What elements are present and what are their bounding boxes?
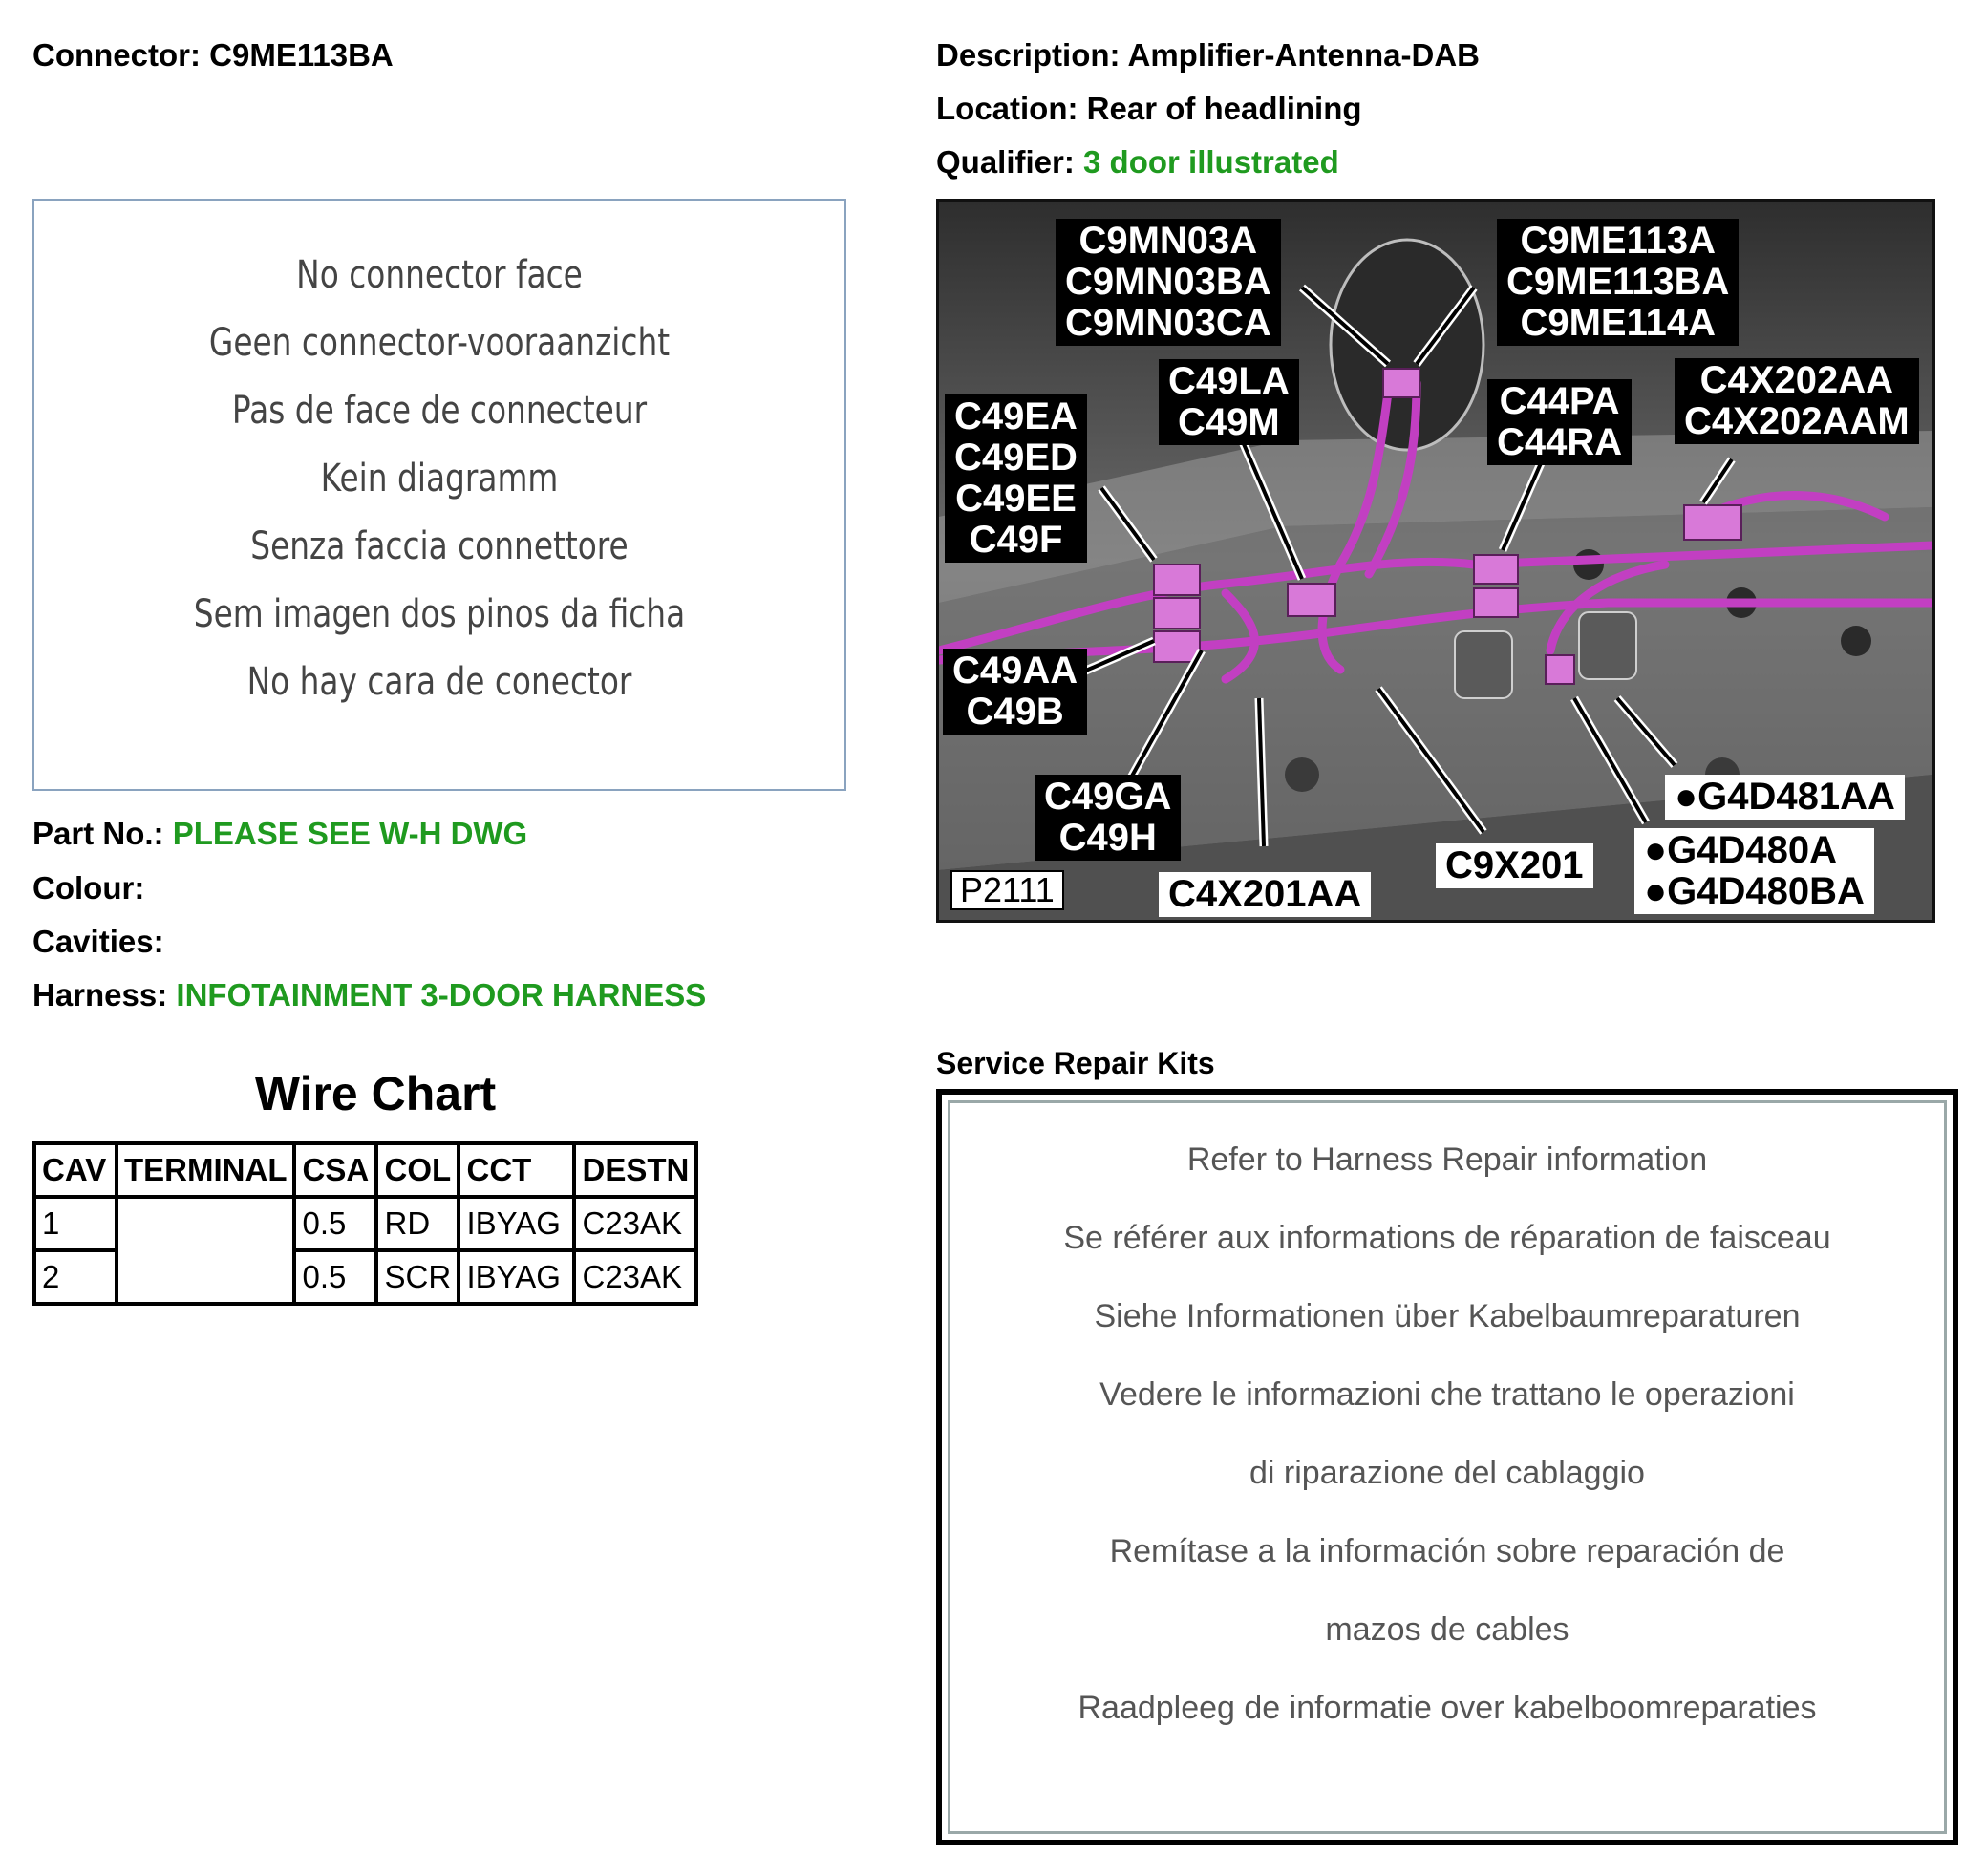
- header-terminal: TERMINAL: [117, 1143, 294, 1197]
- harness-value: INFOTAINMENT 3-DOOR HARNESS: [176, 977, 707, 1013]
- service-repair-kits-title: Service Repair Kits: [936, 1046, 1215, 1080]
- location-image: [936, 199, 1935, 923]
- header-cav: CAV: [34, 1143, 117, 1197]
- wire-chart-title: Wire Chart: [254, 1067, 497, 1120]
- qualifier-value: 3 door illustrated: [1083, 144, 1339, 180]
- callout-c49la: C49LA C49M: [1159, 359, 1299, 445]
- harness-field: [32, 976, 706, 1014]
- srk-line-es-1: Remítase a la información sobre reparación de: [1109, 1533, 1785, 1569]
- part-no-label: Part No.:: [32, 816, 164, 851]
- connector-face-box: [32, 199, 846, 791]
- cell-cav: 2: [34, 1250, 117, 1304]
- cell-cct: IBYAG: [459, 1197, 574, 1250]
- header-destn: DESTN: [574, 1143, 696, 1197]
- callout-c49aa: C49AA C49B: [943, 649, 1087, 735]
- srk-line-fr: Se référer aux informations de réparation de faisceau: [1063, 1220, 1831, 1256]
- srk-line-de: Siehe Informationen über Kabelbaumreparaturen: [1094, 1298, 1801, 1334]
- callout-g4d480: ●G4D480A ●G4D480BA: [1634, 828, 1874, 914]
- callout-g4d481: ●G4D481AA: [1665, 775, 1905, 820]
- connector-label: Connector:: [32, 37, 201, 73]
- location-value: Rear of headlining: [1086, 91, 1362, 126]
- callout-c9x201: C9X201: [1436, 843, 1593, 888]
- header-cct: CCT: [459, 1143, 574, 1197]
- wire-chart-header-row: [34, 1143, 696, 1197]
- srk-line-es-2: mazos de cables: [1325, 1611, 1569, 1648]
- description-label: Description:: [936, 37, 1121, 73]
- cell-terminal: [117, 1197, 294, 1304]
- no-face-line-it: Senza faccia connettore: [250, 524, 629, 568]
- connector-value: C9ME113BA: [209, 37, 394, 73]
- no-face-line-fr: Pas de face de connecteur: [231, 389, 648, 433]
- srk-line-it-2: di riparazione del cablaggio: [1249, 1455, 1645, 1491]
- colour-field: [32, 869, 144, 907]
- part-no-field: [32, 815, 527, 853]
- service-repair-kits-box: [936, 1089, 1958, 1845]
- cavities-field: [32, 923, 164, 961]
- table-row: [34, 1197, 696, 1250]
- qualifier-field: [936, 143, 1339, 181]
- callout-c4x202: C4X202AA C4X202AAM: [1675, 358, 1919, 444]
- cell-col: RD: [376, 1197, 459, 1250]
- location-label: Location:: [936, 91, 1078, 126]
- cell-csa: 0.5: [294, 1250, 376, 1304]
- cell-cct: IBYAG: [459, 1250, 574, 1304]
- cell-destn: C23AK: [574, 1250, 696, 1304]
- callout-c4x201: C4X201AA: [1159, 872, 1371, 917]
- cell-cav: 1: [34, 1197, 117, 1250]
- wire-chart-table: [32, 1141, 698, 1306]
- service-repair-kits-inner: [948, 1100, 1947, 1834]
- header-csa: CSA: [294, 1143, 376, 1197]
- colour-label: Colour:: [32, 870, 145, 906]
- callout-c49ga: C49GA C49H: [1035, 775, 1181, 861]
- description-value: Amplifier-Antenna-DAB: [1127, 37, 1480, 73]
- harness-label: Harness:: [32, 977, 168, 1013]
- no-face-line-nl: Geen connector-vooraanzicht: [208, 321, 671, 365]
- cell-destn: C23AK: [574, 1197, 696, 1250]
- connector-field: [32, 36, 394, 75]
- figure-id-label: P2111: [950, 870, 1064, 910]
- cell-col: SCR: [376, 1250, 459, 1304]
- part-no-value: PLEASE SEE W-H DWG: [172, 816, 528, 851]
- cavities-label: Cavities:: [32, 924, 164, 959]
- no-face-line-pt: Sem imagen dos pinos da ficha: [193, 592, 686, 636]
- srk-line-nl: Raadpleeg de informatie over kabelboomreparaties: [1078, 1690, 1817, 1726]
- srk-line-it-1: Vedere le informazioni che trattano le operazioni: [1099, 1376, 1795, 1413]
- cell-csa: 0.5: [294, 1197, 376, 1250]
- callout-c44pa: C44PA C44RA: [1487, 379, 1632, 465]
- callout-c9me113: C9ME113A C9ME113BA C9ME114A: [1497, 219, 1739, 346]
- no-face-line-en: No connector face: [296, 253, 583, 297]
- description-field: [936, 36, 1480, 75]
- no-face-line-es: No hay cara de conector: [246, 660, 632, 704]
- srk-line-en: Refer to Harness Repair information: [1186, 1141, 1708, 1178]
- callout-c49ea: C49EA C49ED C49EE C49F: [945, 394, 1087, 563]
- callout-c9mn03: C9MN03A C9MN03BA C9MN03CA: [1056, 219, 1281, 346]
- header-col: COL: [376, 1143, 459, 1197]
- location-field: [936, 90, 1362, 128]
- no-face-line-de: Kein diagramm: [320, 457, 559, 501]
- qualifier-label: Qualifier:: [936, 144, 1075, 180]
